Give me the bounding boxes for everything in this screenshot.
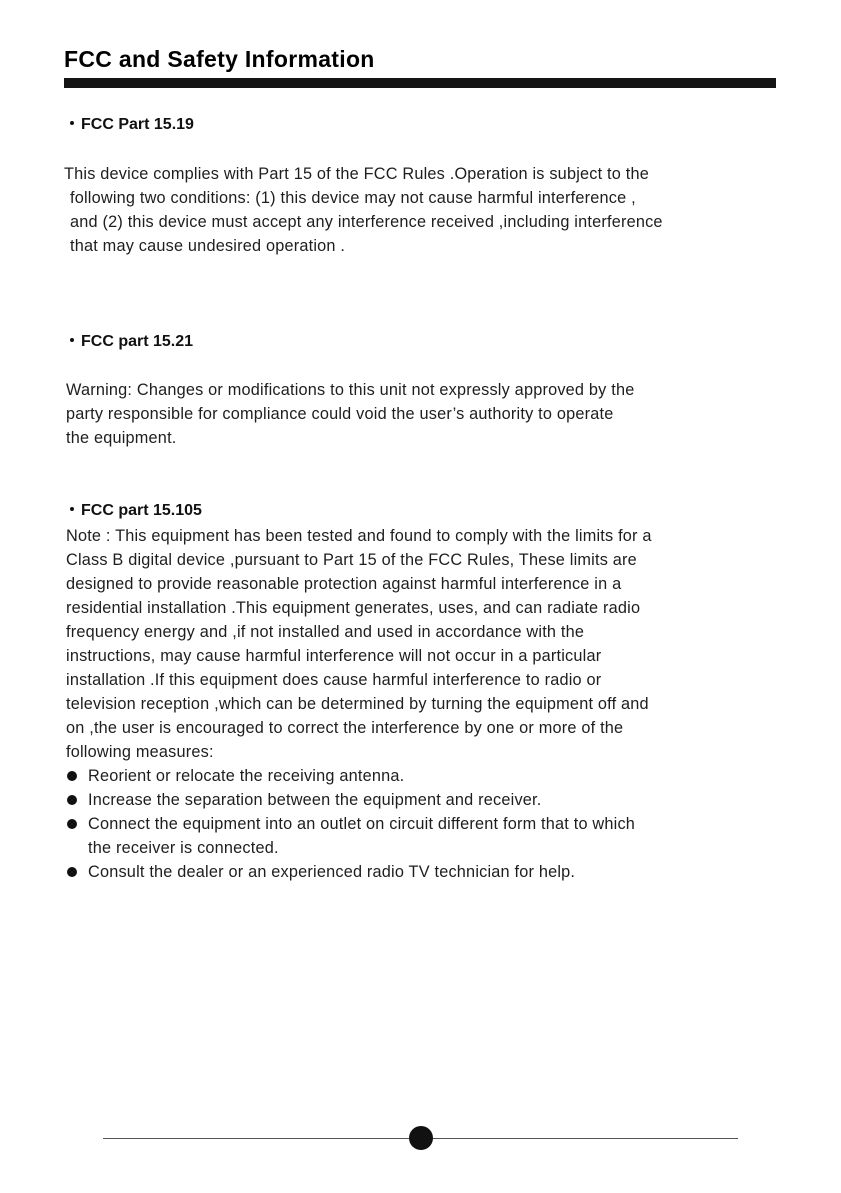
paragraph-line: that may cause undesired operation . (70, 237, 346, 255)
footer-divider-left (103, 1138, 409, 1139)
bullet-icon (67, 867, 77, 877)
paragraph-line: television reception ,which can be determined by turning the equipment off and (66, 695, 649, 713)
section-heading-text: FCC part 15.21 (81, 333, 194, 350)
list-item-text: Consult the dealer or an experienced radio TV technician for help. (88, 863, 576, 881)
list-item-text: Reorient or relocate the receiving antenna. (88, 767, 405, 785)
paragraph-line: following two conditions: (1) this device may not cause harmful interference , (70, 189, 636, 207)
paragraph-line: designed to provide reasonable protection against harmful interference in a (66, 575, 622, 593)
paragraph-line: following measures: (66, 743, 214, 761)
paragraph-line: installation .If this equipment does cause harmful interference to radio or (66, 671, 602, 689)
bullet-icon (67, 795, 77, 805)
paragraph-line: Class B digital device ,pursuant to Part 15 of the FCC Rules, These limits are (66, 551, 637, 569)
paragraph-line: frequency energy and ,if not installed and used in accordance with the (66, 623, 585, 641)
list-item-text: the receiver is connected. (88, 839, 279, 857)
section-heading-text: FCC part 15.105 (81, 502, 202, 519)
paragraph-line: This device complies with Part 15 of the FCC Rules .Operation is subject to the (64, 165, 649, 183)
footer-circle-icon (409, 1126, 433, 1150)
paragraph-line: Note : This equipment has been tested and found to comply with the limits for a (66, 527, 652, 545)
section-heading-fcc-15-21 (70, 333, 193, 351)
heading-bullet-icon (70, 507, 74, 511)
paragraph-line: instructions, may cause harmful interference will not occur in a particular (66, 647, 602, 665)
list-item (66, 860, 635, 884)
section-heading-fcc-15-19 (70, 116, 194, 134)
paragraph-fcc-15-19 (64, 162, 663, 258)
footer-divider-right (432, 1138, 738, 1139)
section-heading-fcc-15-105 (70, 502, 202, 520)
heading-bullet-icon (70, 121, 74, 125)
paragraph-fcc-15-105 (66, 524, 652, 764)
section-heading-text: FCC Part 15.19 (81, 116, 194, 133)
list-item-text: Connect the equipment into an outlet on circuit different form that to which (88, 815, 636, 833)
bullet-icon (67, 771, 77, 781)
paragraph-fcc-15-21 (66, 378, 634, 450)
list-item (66, 788, 635, 812)
paragraph-line: the equipment. (66, 429, 177, 447)
list-item (66, 764, 635, 788)
title-rule (64, 78, 776, 88)
heading-bullet-icon (70, 338, 74, 342)
list-item (66, 812, 635, 860)
paragraph-line: and (2) this device must accept any interference received ,including interference (70, 213, 663, 231)
bullet-icon (67, 819, 77, 829)
paragraph-line: residential installation .This equipment generates, uses, and can radiate radio (66, 599, 641, 617)
paragraph-line: Warning: Changes or modifications to this unit not expressly approved by the (66, 381, 635, 399)
paragraph-line: on ,the user is encouraged to correct the interference by one or more of the (66, 719, 624, 737)
page-title: FCC and Safety Information (64, 46, 375, 72)
measures-list (66, 764, 635, 884)
paragraph-line: party responsible for compliance could void the user’s authority to operate (66, 405, 614, 423)
list-item-text: Increase the separation between the equipment and receiver. (88, 791, 542, 809)
